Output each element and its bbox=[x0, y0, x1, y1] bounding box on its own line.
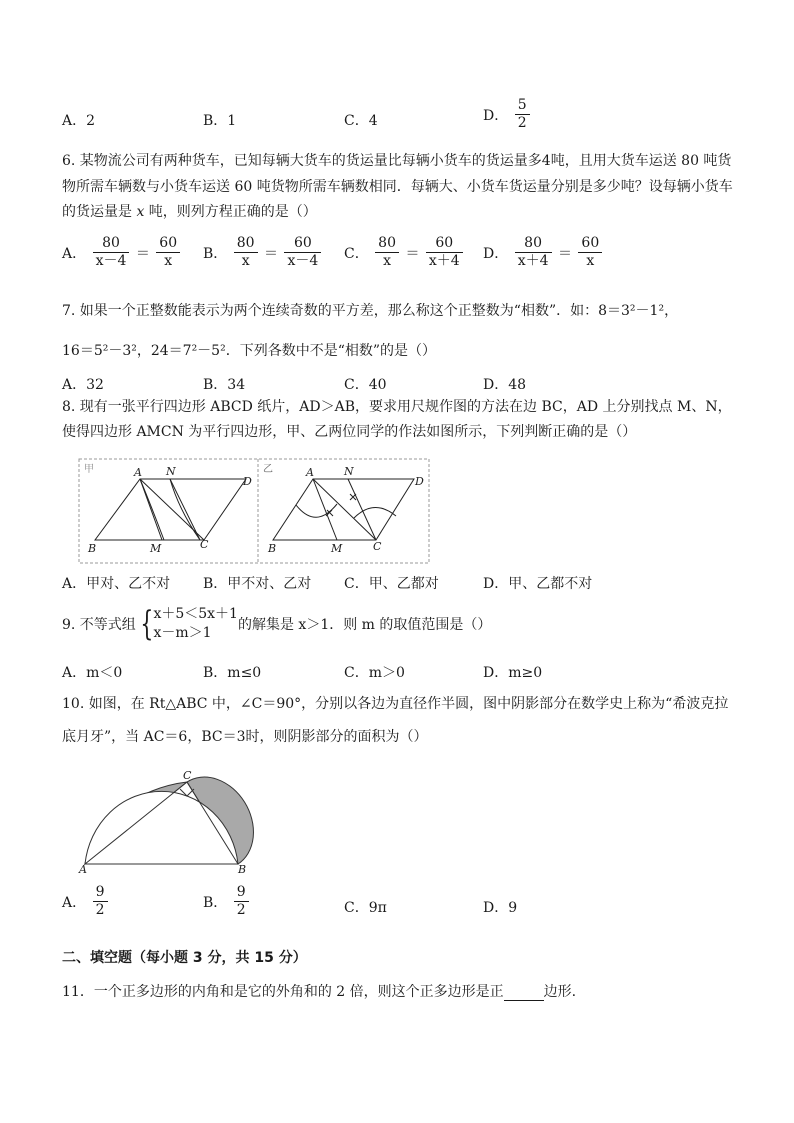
q8-option-c: C．甲、乙都对 bbox=[344, 576, 439, 592]
q8-line-1: 8. 现有一张平行四边形 ABCD 纸片，AD＞AB，要求用尺规作图的方法在边 BC，AD 上分别找点 M、N， bbox=[62, 399, 732, 415]
inequality-row-2: x－m＞1 bbox=[153, 625, 212, 641]
q5-option-a: A．2 bbox=[62, 113, 96, 129]
q9-stem-post: 的解集是 x＞1．则 m 的取值范围是（） bbox=[237, 617, 492, 633]
q9-stem-pre: 9. 不等式组 bbox=[62, 617, 136, 633]
point-label-b: B bbox=[88, 542, 97, 555]
q6-option-a bbox=[62, 235, 182, 270]
brace-glyph: { bbox=[140, 604, 154, 644]
option-label: B． bbox=[203, 894, 228, 911]
cross-mark bbox=[350, 494, 356, 500]
point-label-b: B bbox=[238, 863, 247, 874]
q11-stem bbox=[62, 983, 576, 1001]
q8-parallelogram-figure bbox=[78, 458, 430, 564]
q6-option-b bbox=[203, 235, 323, 270]
point-label-d: D bbox=[243, 475, 252, 488]
q7-line-2: 16＝5²－3²，24＝7²－5²．下列各数中不是“相数”的是（） bbox=[62, 343, 437, 359]
q5-option-d-label: D． bbox=[483, 107, 509, 124]
point-label-a: A bbox=[79, 863, 87, 874]
segment-nc bbox=[170, 479, 200, 540]
equals-sign: ＝ bbox=[557, 245, 572, 262]
fraction-numerator: 80 bbox=[515, 235, 552, 253]
q7-option-a: A．32 bbox=[62, 377, 104, 393]
figure-label-left: 甲 bbox=[84, 464, 94, 475]
q10-option-b bbox=[203, 884, 251, 919]
point-label-a: A bbox=[306, 466, 314, 479]
q5-option-d bbox=[483, 97, 532, 132]
option-label: A． bbox=[62, 894, 87, 911]
q9-option-c: C．m＞0 bbox=[344, 665, 405, 681]
q6-line-3-pre: 的货运量是 bbox=[62, 204, 137, 220]
fraction-denominator: 2 bbox=[236, 902, 246, 918]
q5-option-c: C．4 bbox=[344, 113, 378, 129]
fraction-denominator: x－4 bbox=[95, 253, 127, 269]
q6-line-3 bbox=[62, 203, 317, 221]
q8-option-d: D．甲、乙都不对 bbox=[483, 576, 593, 592]
point-label-d: D bbox=[415, 475, 424, 488]
q8-line-2: 使得四边形 AMCN 为平行四边形，甲、乙两位同学的作法如图所示，下列判断正确的是（） bbox=[62, 424, 637, 440]
q7-option-d: D．48 bbox=[483, 377, 527, 393]
point-label-c: C bbox=[183, 769, 192, 782]
q10-option-c: C．9π bbox=[344, 900, 387, 916]
fraction bbox=[515, 235, 552, 270]
q9-option-a: A．m＜0 bbox=[62, 665, 123, 681]
q6-line-2: 物所需车辆数与小货车运送 60 吨货物所需车辆数相同．每辆大、小货车货运量分别是多少吨？设每辆小货车 bbox=[62, 179, 733, 195]
fraction bbox=[93, 884, 108, 919]
arc-am bbox=[140, 479, 164, 540]
equals-sign: ＝ bbox=[264, 245, 279, 262]
fraction-numerator: 60 bbox=[156, 235, 180, 253]
option-label: A． bbox=[62, 245, 87, 262]
fraction-denominator: x＋4 bbox=[517, 253, 549, 269]
option-label: C． bbox=[344, 245, 369, 262]
fraction bbox=[375, 235, 399, 270]
fraction bbox=[234, 235, 258, 270]
fraction-numerator: 9 bbox=[93, 884, 108, 902]
q6-line-3-post: 吨，则列方程正确的是（） bbox=[144, 204, 317, 220]
parallelogram-abcd bbox=[273, 479, 414, 540]
point-label-n: N bbox=[166, 465, 176, 478]
fraction-numerator: 60 bbox=[284, 235, 321, 253]
q7-line-1: 7. 如果一个正整数能表示为两个连续奇数的平方差，那么称这个正整数为“相数”．如：8＝3²－1²， bbox=[62, 303, 679, 319]
q8-option-a: A．甲对、乙不对 bbox=[62, 576, 171, 592]
fraction-numerator: 9 bbox=[234, 884, 249, 902]
q10-option-a bbox=[62, 884, 110, 919]
q10-line-1: 10. 如图，在 Rt△ABC 中，∠C＝90°，分别以各边为直径作半圆，图中阴影部分在数学史上称为“希波克拉 bbox=[62, 696, 729, 712]
fraction-denominator: 2 bbox=[517, 115, 527, 131]
q5-option-d-fraction bbox=[515, 97, 530, 132]
fraction bbox=[578, 235, 602, 270]
q10-line-2: 底月牙”，当 AC＝6，BC＝3时，则阴影部分的面积为（） bbox=[62, 729, 428, 745]
point-label-c: C bbox=[200, 538, 209, 551]
equals-sign: ＝ bbox=[135, 245, 150, 262]
q7-option-b: B．34 bbox=[203, 377, 246, 393]
q10-lune-figure bbox=[70, 762, 256, 874]
section-2-title: 二、填空题（每小题 3 分，共 15 分） bbox=[62, 950, 307, 966]
option-label: B． bbox=[203, 245, 228, 262]
equals-sign: ＝ bbox=[405, 245, 420, 262]
fraction-denominator: x－4 bbox=[287, 253, 319, 269]
inequality-row-1: x＋5＜5x＋1 bbox=[153, 606, 238, 622]
q5-option-b: B．1 bbox=[203, 113, 237, 129]
fraction-denominator: x bbox=[241, 253, 250, 269]
point-label-n: N bbox=[344, 465, 354, 478]
point-label-m: M bbox=[331, 542, 343, 555]
fraction bbox=[284, 235, 321, 270]
fraction-numerator: 60 bbox=[578, 235, 602, 253]
point-label-c: C bbox=[373, 540, 382, 553]
q6-option-c bbox=[344, 235, 465, 270]
figure-right-yi bbox=[267, 465, 424, 555]
fraction-denominator: x＋4 bbox=[428, 253, 460, 269]
segment-nc bbox=[348, 479, 376, 540]
q11-stem-pre: 11．一个正多边形的内角和是它的外角和的 2 倍，则这个正多边形是正 bbox=[62, 984, 504, 1000]
fraction-numerator: 5 bbox=[515, 97, 530, 115]
figure-label-right: 乙 bbox=[263, 464, 273, 475]
parallelogram-abcd bbox=[95, 479, 246, 540]
fraction bbox=[426, 235, 463, 270]
q8-option-b: B．甲不对、乙对 bbox=[203, 576, 312, 592]
point-label-b: B bbox=[268, 542, 277, 555]
option-label: D． bbox=[483, 245, 509, 262]
answer-blank[interactable] bbox=[504, 986, 544, 1001]
fraction-denominator: x bbox=[586, 253, 595, 269]
q9-option-b: B．m≤0 bbox=[203, 665, 262, 681]
point-label-m: M bbox=[150, 542, 162, 555]
fraction-numerator: 60 bbox=[426, 235, 463, 253]
q9-stem bbox=[62, 605, 491, 643]
fraction-denominator: x bbox=[164, 253, 173, 269]
inequality-system bbox=[153, 605, 238, 643]
fraction-denominator: x bbox=[383, 253, 392, 269]
q7-option-c: C．40 bbox=[344, 377, 387, 393]
q11-stem-post: 边形. bbox=[543, 984, 577, 1000]
figure-left-jia bbox=[87, 465, 252, 555]
q10-option-d: D．9 bbox=[483, 900, 518, 916]
q6-line-1: 6. 某物流公司有两种货车，已知每辆大货车的货运量比每辆小货车的货运量多4吨，且用大货车运送 80 吨货 bbox=[62, 153, 732, 169]
point-label-a: A bbox=[134, 466, 142, 479]
segment-am bbox=[313, 479, 337, 540]
q6-line-3-var: x bbox=[136, 204, 145, 220]
fraction-denominator: 2 bbox=[95, 902, 105, 918]
fraction-numerator: 80 bbox=[93, 235, 130, 253]
q9-option-d: D．m≥0 bbox=[483, 665, 543, 681]
fraction bbox=[234, 884, 249, 919]
fraction bbox=[93, 235, 130, 270]
fraction bbox=[156, 235, 180, 270]
fraction-numerator: 80 bbox=[375, 235, 399, 253]
angle-arc-c bbox=[354, 507, 396, 518]
q6-option-d bbox=[483, 235, 604, 270]
fraction-numerator: 80 bbox=[234, 235, 258, 253]
